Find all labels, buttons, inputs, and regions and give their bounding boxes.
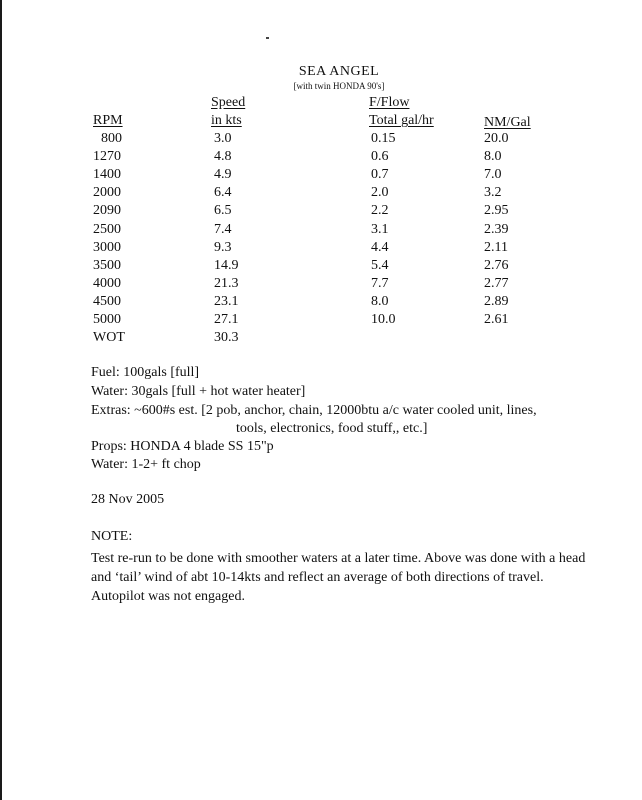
cell-fuel-flow: 0.15 bbox=[371, 131, 396, 146]
cell-rpm: 3000 bbox=[93, 240, 121, 255]
cell-nm-per-gal: 7.0 bbox=[484, 167, 502, 182]
note-label: NOTE: bbox=[91, 529, 133, 544]
cell-speed: 7.4 bbox=[214, 222, 232, 237]
cell-speed: 9.3 bbox=[214, 240, 232, 255]
cell-speed: 27.1 bbox=[214, 312, 239, 327]
cell-speed: 6.4 bbox=[214, 185, 232, 200]
cell-fuel-flow: 4.4 bbox=[371, 240, 389, 255]
cell-nm-per-gal: 2.77 bbox=[484, 276, 509, 291]
sea-condition-line: Water: 1-2+ ft chop bbox=[91, 457, 201, 472]
cell-speed: 4.9 bbox=[214, 167, 232, 182]
cell-rpm: 4500 bbox=[93, 294, 121, 309]
header-rpm: RPM bbox=[93, 113, 123, 128]
cell-speed: 30.3 bbox=[214, 330, 239, 345]
extras-line-1: Extras: ~600#s est. [2 pob, anchor, chain, 12000btu a/c water cooled unit, lines, bbox=[91, 403, 537, 418]
cell-rpm: 5000 bbox=[93, 312, 121, 327]
fuel-line: Fuel: 100gals [full] bbox=[91, 365, 200, 380]
cell-nm-per-gal: 2.76 bbox=[484, 258, 509, 273]
cell-rpm: 3500 bbox=[93, 258, 121, 273]
cell-rpm: 1270 bbox=[93, 149, 121, 164]
header-nm-gal: NM/Gal bbox=[484, 115, 531, 130]
cell-nm-per-gal: 20.0 bbox=[484, 131, 509, 146]
cell-speed: 4.8 bbox=[214, 149, 232, 164]
header-flow-line2: Total gal/hr bbox=[369, 113, 434, 128]
cell-nm-per-gal: 2.11 bbox=[484, 240, 508, 255]
cell-rpm: WOT bbox=[93, 330, 125, 345]
cell-speed: 21.3 bbox=[214, 276, 239, 291]
scan-speck bbox=[266, 37, 269, 39]
header-speed-line1: Speed bbox=[211, 95, 246, 110]
cell-nm-per-gal: 2.95 bbox=[484, 203, 509, 218]
cell-nm-per-gal: 8.0 bbox=[484, 149, 502, 164]
cell-rpm: 2000 bbox=[93, 185, 121, 200]
extras-line-2: tools, electronics, food stuff,, etc.] bbox=[236, 421, 428, 436]
cell-fuel-flow: 0.6 bbox=[371, 149, 389, 164]
cell-fuel-flow: 8.0 bbox=[371, 294, 389, 309]
cell-speed: 3.0 bbox=[214, 131, 232, 146]
cell-nm-per-gal: 3.2 bbox=[484, 185, 502, 200]
cell-rpm: 2090 bbox=[93, 203, 121, 218]
cell-fuel-flow: 5.4 bbox=[371, 258, 389, 273]
cell-speed: 23.1 bbox=[214, 294, 239, 309]
document-subtitle: [with twin HONDA 90's] bbox=[293, 81, 385, 91]
cell-fuel-flow: 0.7 bbox=[371, 167, 389, 182]
header-flow-line1: F/Flow bbox=[369, 95, 410, 110]
cell-fuel-flow: 10.0 bbox=[371, 312, 396, 327]
note-text: Test re-run to be done with smoother waters at a later time. Above was done with a head and ‘tail’ wind of abt 10-14kts and reflect an average of both directions of travel. Autopilot was not engaged. bbox=[91, 551, 586, 604]
document-title: SEA ANGEL bbox=[298, 64, 380, 79]
cell-nm-per-gal: 2.61 bbox=[484, 312, 509, 327]
cell-fuel-flow: 2.0 bbox=[371, 185, 389, 200]
cell-nm-per-gal: 2.89 bbox=[484, 294, 509, 309]
cell-rpm: 4000 bbox=[93, 276, 121, 291]
cell-nm-per-gal: 2.39 bbox=[484, 222, 509, 237]
cell-fuel-flow: 3.1 bbox=[371, 222, 389, 237]
page-left-edge bbox=[0, 0, 2, 800]
water-capacity-line: Water: 30gals [full + hot water heater] bbox=[91, 384, 306, 399]
cell-rpm: 800 bbox=[101, 131, 122, 146]
cell-fuel-flow: 2.2 bbox=[371, 203, 389, 218]
cell-speed: 6.5 bbox=[214, 203, 232, 218]
cell-rpm: 1400 bbox=[93, 167, 121, 182]
props-line: Props: HONDA 4 blade SS 15"p bbox=[91, 439, 274, 454]
cell-fuel-flow: 7.7 bbox=[371, 276, 389, 291]
test-date: 28 Nov 2005 bbox=[91, 492, 165, 507]
cell-rpm: 2500 bbox=[93, 222, 121, 237]
cell-speed: 14.9 bbox=[214, 258, 239, 273]
header-speed-line2: in kts bbox=[211, 113, 242, 128]
